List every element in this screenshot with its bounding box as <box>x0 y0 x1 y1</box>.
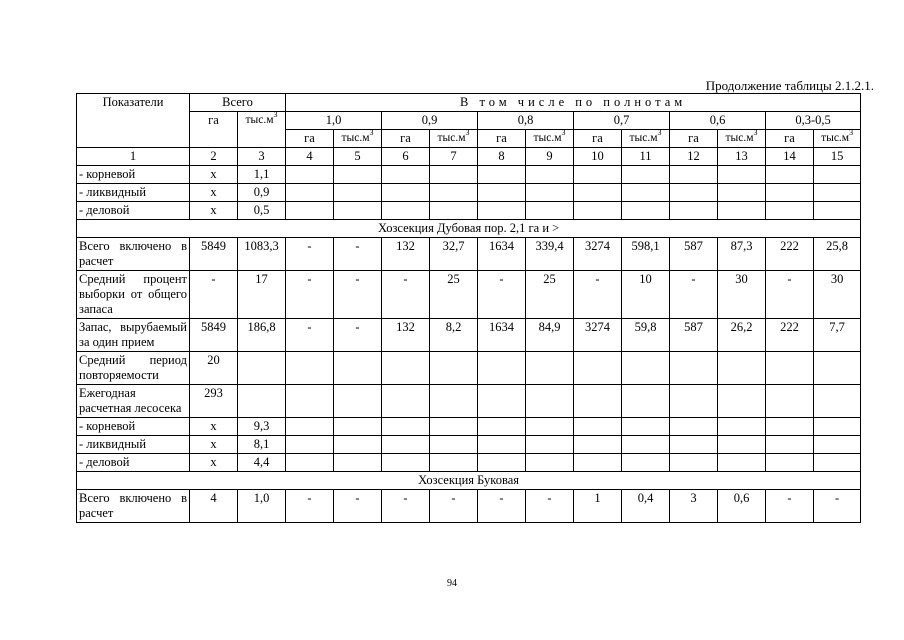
table-cell: 0,6 <box>718 490 766 523</box>
table-cell: 10 <box>622 271 670 319</box>
table-cell <box>670 454 718 472</box>
table-cell <box>718 436 766 454</box>
table-cell: - <box>286 490 334 523</box>
table-cell: х <box>190 202 238 220</box>
table-cell <box>382 184 430 202</box>
row-label: - корневой <box>77 418 190 436</box>
table-cell <box>382 385 430 418</box>
table-cell <box>382 418 430 436</box>
table-cell: 1,1 <box>238 166 286 184</box>
table-cell: 30 <box>814 271 861 319</box>
table-cell: 0,5 <box>238 202 286 220</box>
table-cell <box>430 418 478 436</box>
table-cell: х <box>190 184 238 202</box>
header-density: 0,7 <box>574 112 670 130</box>
header-volume: $тыс.м^3$ <box>814 130 861 148</box>
table-cell: 32,7 <box>430 238 478 271</box>
header-volume: $тыс.м^3$ <box>622 130 670 148</box>
section-title: Хозсекция Буковая <box>77 472 861 490</box>
table-cell: 87,3 <box>718 238 766 271</box>
table-row <box>77 166 861 184</box>
table-cell <box>334 418 382 436</box>
table-cell <box>622 454 670 472</box>
column-number: 12 <box>670 148 718 166</box>
header-by-density: В том числе по полнотам <box>286 94 861 112</box>
table-cell: 9,3 <box>238 418 286 436</box>
table-cell: 8,2 <box>430 319 478 352</box>
table-cell <box>574 418 622 436</box>
table-cell <box>382 436 430 454</box>
table-cell: 5849 <box>190 238 238 271</box>
table-caption: Продолжение таблицы 2.1.2.1. <box>705 78 874 93</box>
table-cell: 4,4 <box>238 454 286 472</box>
table-cell <box>526 418 574 436</box>
header-row-2 <box>77 112 861 130</box>
table-cell: 132 <box>382 238 430 271</box>
table-cell <box>670 202 718 220</box>
table-cell <box>574 352 622 385</box>
table-cell <box>574 202 622 220</box>
table-cell: - <box>286 238 334 271</box>
table-cell <box>334 202 382 220</box>
table-cell <box>814 166 861 184</box>
table-cell <box>478 166 526 184</box>
header-total: Всего <box>190 94 286 112</box>
header-density: 0,9 <box>382 112 478 130</box>
table-cell <box>430 202 478 220</box>
table-cell: - <box>334 319 382 352</box>
table-cell <box>286 352 334 385</box>
header-density: 1,0 <box>286 112 382 130</box>
column-number: 11 <box>622 148 670 166</box>
table-cell <box>718 352 766 385</box>
row-label: Средний период повторяемости <box>77 352 190 385</box>
table-cell <box>814 385 861 418</box>
table-row <box>77 184 861 202</box>
table-cell <box>622 352 670 385</box>
column-number: 13 <box>718 148 766 166</box>
table-cell <box>526 202 574 220</box>
header-ha: га <box>766 130 814 148</box>
table-cell <box>334 436 382 454</box>
header-ha: га <box>670 130 718 148</box>
row-label: - ликвидный <box>77 184 190 202</box>
section-title: Хозсекция Дубовая пор. 2,1 га и > <box>77 220 861 238</box>
table-cell: 0,4 <box>622 490 670 523</box>
header-volume: $тыс.м^3$ <box>430 130 478 148</box>
table-cell <box>430 436 478 454</box>
column-number: 6 <box>382 148 430 166</box>
table-cell <box>670 166 718 184</box>
section-row <box>77 220 861 238</box>
table-cell <box>766 418 814 436</box>
table-cell: 7,7 <box>814 319 861 352</box>
table-cell: 17 <box>238 271 286 319</box>
table-cell <box>334 184 382 202</box>
column-number: 4 <box>286 148 334 166</box>
row-label: - деловой <box>77 202 190 220</box>
table-cell <box>526 454 574 472</box>
table-row <box>77 490 861 523</box>
table-cell <box>478 385 526 418</box>
table-cell <box>574 184 622 202</box>
header-volume: $тыс.м^3$ <box>334 130 382 148</box>
table-cell <box>814 454 861 472</box>
table-row <box>77 271 861 319</box>
table-cell <box>478 454 526 472</box>
table-cell <box>478 202 526 220</box>
table-row <box>77 352 861 385</box>
column-number: 7 <box>430 148 478 166</box>
table-cell <box>286 454 334 472</box>
table-cell <box>286 385 334 418</box>
row-label: - корневой <box>77 166 190 184</box>
table-cell: 5849 <box>190 319 238 352</box>
header-total-volume: $тыс.м^3$ <box>238 112 286 148</box>
table-cell <box>382 202 430 220</box>
column-number: 14 <box>766 148 814 166</box>
table-cell <box>766 385 814 418</box>
column-number: 1 <box>77 148 190 166</box>
table-cell <box>238 385 286 418</box>
header-row-1 <box>77 94 861 112</box>
table-cell: 84,9 <box>526 319 574 352</box>
table-cell <box>766 166 814 184</box>
column-number: 9 <box>526 148 574 166</box>
table-cell <box>814 436 861 454</box>
header-volume: $тыс.м^3$ <box>718 130 766 148</box>
table-cell: х <box>190 418 238 436</box>
table-cell: 26,2 <box>718 319 766 352</box>
table-cell: - <box>814 490 861 523</box>
table-cell <box>430 166 478 184</box>
table-cell: - <box>670 271 718 319</box>
table-cell <box>718 184 766 202</box>
table-cell: 4 <box>190 490 238 523</box>
table-cell <box>766 202 814 220</box>
table-cell <box>430 352 478 385</box>
table-cell: - <box>478 490 526 523</box>
table-cell: - <box>190 271 238 319</box>
table-cell: - <box>382 271 430 319</box>
table-cell: 1083,3 <box>238 238 286 271</box>
row-label: - деловой <box>77 454 190 472</box>
table-cell <box>814 184 861 202</box>
table-cell: 8,1 <box>238 436 286 454</box>
table-cell <box>286 184 334 202</box>
table-cell: - <box>382 490 430 523</box>
table-cell <box>526 385 574 418</box>
column-number: 8 <box>478 148 526 166</box>
header-total-ha: га <box>190 112 238 148</box>
table-cell <box>622 385 670 418</box>
table-cell <box>766 352 814 385</box>
table-cell: 0,9 <box>238 184 286 202</box>
table-cell: - <box>286 271 334 319</box>
table-cell: 222 <box>766 238 814 271</box>
table-cell <box>814 202 861 220</box>
table-cell <box>430 184 478 202</box>
table-cell: - <box>334 238 382 271</box>
table-cell: 339,4 <box>526 238 574 271</box>
column-number: 3 <box>238 148 286 166</box>
data-table <box>76 93 861 523</box>
table-cell <box>670 352 718 385</box>
section-row <box>77 472 861 490</box>
table-cell: - <box>574 271 622 319</box>
table-cell <box>526 184 574 202</box>
table-cell: х <box>190 166 238 184</box>
table-cell: 59,8 <box>622 319 670 352</box>
table-cell: - <box>766 271 814 319</box>
table-cell <box>334 166 382 184</box>
table-cell: - <box>766 490 814 523</box>
column-number: 15 <box>814 148 861 166</box>
table-row <box>77 418 861 436</box>
table-cell <box>286 418 334 436</box>
table-row <box>77 319 861 352</box>
table-cell: 30 <box>718 271 766 319</box>
table-cell <box>718 385 766 418</box>
table-cell: 186,8 <box>238 319 286 352</box>
table-cell <box>718 418 766 436</box>
table-cell <box>382 352 430 385</box>
row-label: Запас, вырубаемый за один прием <box>77 319 190 352</box>
table-cell <box>814 418 861 436</box>
table-cell <box>670 418 718 436</box>
table-cell: х <box>190 436 238 454</box>
column-number: 2 <box>190 148 238 166</box>
table-row <box>77 454 861 472</box>
table-cell <box>622 202 670 220</box>
column-number-row <box>77 148 861 166</box>
table-cell <box>286 436 334 454</box>
table-cell <box>526 436 574 454</box>
table-cell <box>382 454 430 472</box>
table-cell <box>766 184 814 202</box>
table-cell: 25 <box>526 271 574 319</box>
header-indicators: Показатели <box>77 94 190 148</box>
header-ha: га <box>382 130 430 148</box>
table-cell: 25,8 <box>814 238 861 271</box>
row-label: Всего включено в расчет <box>77 490 190 523</box>
table-cell: - <box>334 271 382 319</box>
table-cell <box>334 385 382 418</box>
table-cell <box>670 436 718 454</box>
table-cell: 587 <box>670 319 718 352</box>
header-volume: $тыс.м^3$ <box>526 130 574 148</box>
table-cell <box>286 166 334 184</box>
table-row <box>77 385 861 418</box>
table-cell <box>766 436 814 454</box>
table-cell: 3274 <box>574 238 622 271</box>
table-cell <box>574 166 622 184</box>
table-row <box>77 238 861 271</box>
row-label: - ликвидный <box>77 436 190 454</box>
header-ha: га <box>478 130 526 148</box>
table-cell <box>574 454 622 472</box>
table-cell: - <box>430 490 478 523</box>
header-density: 0,3-0,5 <box>766 112 861 130</box>
table-cell: 293 <box>190 385 238 418</box>
table-cell <box>478 436 526 454</box>
table-cell: - <box>286 319 334 352</box>
table-cell <box>526 166 574 184</box>
table-cell <box>814 352 861 385</box>
table-cell: 1 <box>574 490 622 523</box>
column-number: 10 <box>574 148 622 166</box>
table-cell <box>478 184 526 202</box>
table-cell: 1,0 <box>238 490 286 523</box>
header-density: 0,8 <box>478 112 574 130</box>
table-row <box>77 436 861 454</box>
table-cell: 20 <box>190 352 238 385</box>
table-cell: 222 <box>766 319 814 352</box>
header-ha: га <box>574 130 622 148</box>
table-cell <box>718 454 766 472</box>
table-cell: - <box>526 490 574 523</box>
table-cell <box>622 436 670 454</box>
table-cell <box>574 436 622 454</box>
table-cell <box>670 184 718 202</box>
table-cell: 132 <box>382 319 430 352</box>
table-cell: - <box>478 271 526 319</box>
header-ha: га <box>286 130 334 148</box>
table-cell <box>574 385 622 418</box>
table-cell <box>622 418 670 436</box>
table-cell: 1634 <box>478 238 526 271</box>
table-cell <box>718 202 766 220</box>
table-cell <box>382 166 430 184</box>
table-cell <box>622 166 670 184</box>
table-cell: 1634 <box>478 319 526 352</box>
header-density: 0,6 <box>670 112 766 130</box>
table-cell: х <box>190 454 238 472</box>
table-cell: 3274 <box>574 319 622 352</box>
row-label: Средний процент выборки от общего запаса <box>77 271 190 319</box>
page-number: 94 <box>447 578 457 589</box>
table-cell <box>478 352 526 385</box>
table-cell: 598,1 <box>622 238 670 271</box>
table-cell <box>622 184 670 202</box>
table-cell <box>334 454 382 472</box>
table-cell <box>430 385 478 418</box>
table-cell <box>766 454 814 472</box>
table-cell: 587 <box>670 238 718 271</box>
table-cell <box>238 352 286 385</box>
table-cell: - <box>334 490 382 523</box>
row-label: Всего включено в расчет <box>77 238 190 271</box>
table-row <box>77 202 861 220</box>
table-cell <box>334 352 382 385</box>
table-cell: 25 <box>430 271 478 319</box>
column-number: 5 <box>334 148 382 166</box>
table-cell: 3 <box>670 490 718 523</box>
table-cell <box>286 202 334 220</box>
table-cell <box>670 385 718 418</box>
table-cell <box>718 166 766 184</box>
row-label: Ежегодная расчетная лесосека <box>77 385 190 418</box>
table-cell <box>430 454 478 472</box>
table-cell <box>478 418 526 436</box>
table-cell <box>526 352 574 385</box>
